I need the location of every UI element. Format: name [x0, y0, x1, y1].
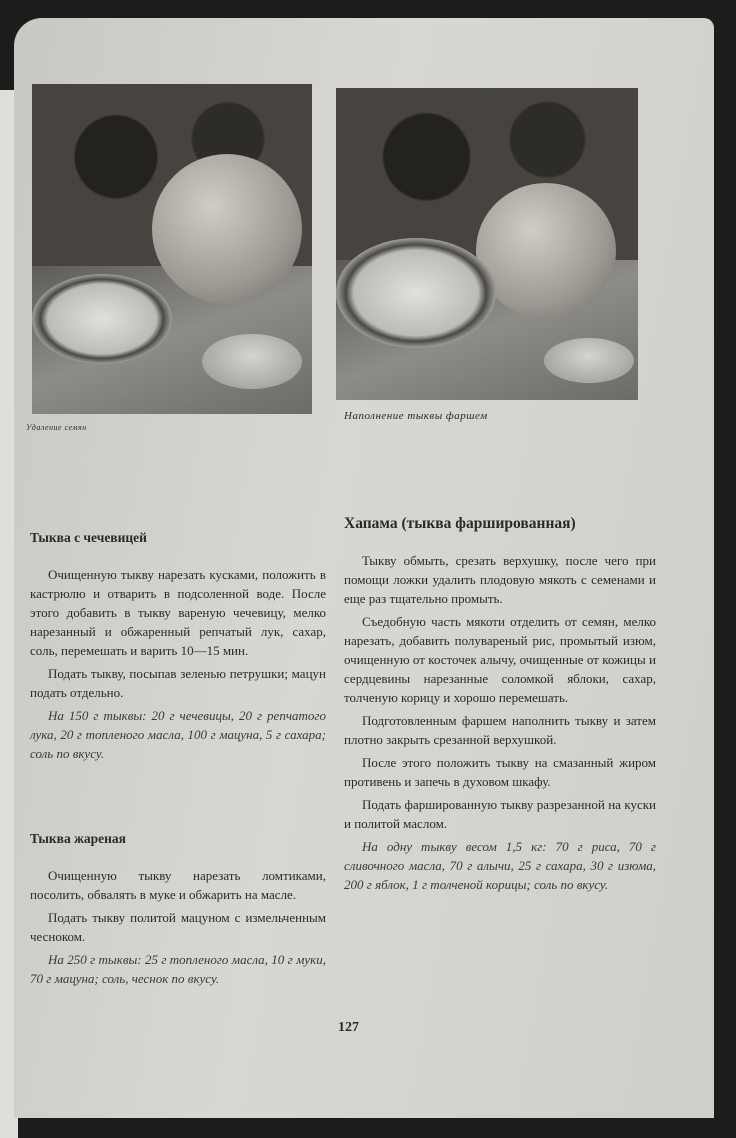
- left-column: [30, 528, 326, 992]
- recipe-lentil-paragraph: Подать тыкву, посыпав зеленью петрушки; мацун подать отдельно.: [30, 666, 326, 700]
- recipe-fried-paragraph: Очищенную тыкву нарезать ломтиками, посолить, обвалять в муке и обжарить на масле.: [30, 868, 326, 902]
- recipe-title-fried: Тыква жареная: [30, 831, 126, 846]
- recipe-title-khapama: Хапама (тыква фаршированная): [344, 515, 576, 532]
- recipe-khapama-paragraph: Съедобную часть мякоти отделить от семян, мелко нарезать, добавить полувареный рис, промытый изюм, очищенную от косточек алычу, очищенные от кожицы и сердцевины нарезанные соломкой яблоки, сахар, толченую корицу и хорошо перемешать.: [344, 614, 656, 705]
- recipe-khapama-paragraph: Подготовленным фаршем наполнить тыкву и затем плотно закрыть срезанной верхушкой.: [344, 713, 656, 747]
- recipe-title-lentil: Тыква с чечевицей: [30, 530, 147, 545]
- recipe-lentil-ingredients: На 150 г тыквы: 20 г чечевицы, 20 г репчатого лука, 20 г топленого масла, 100 г мацуна, 5 г сахара; соль по вкусу.: [30, 708, 326, 761]
- recipe-khapama-paragraph: Подать фаршированную тыкву разрезанной на куски и политой маслом.: [344, 797, 656, 831]
- recipe-khapama-ingredients: На одну тыкву весом 1,5 кг: 70 г риса, 70 г сливочного масла, 70 г алычи, 25 г сахара, 30 г изюма, 200 г яблок, 1 г толченой корицы; соль по вкусу.: [344, 839, 656, 892]
- page-number: 127: [338, 1020, 359, 1035]
- recipe-fried-paragraph: Подать тыкву политой мацуном с измельченным чесноком.: [30, 910, 326, 944]
- recipe-khapama-paragraph: Тыкву обмыть, срезать верхушку, после чего при помощи ложки удалить плодовую мякоть с семенами и еще раз тщательно промыть.: [344, 553, 656, 606]
- photo-removing-seeds: [32, 84, 312, 414]
- caption-left: Удаление семян: [26, 423, 87, 432]
- photo-filling-pumpkin: [336, 88, 638, 400]
- book-page: [14, 18, 714, 1118]
- recipe-fried-ingredients: На 250 г тыквы: 25 г топленого масла, 10 г муки, 70 г мацуна; соль, чеснок по вкусу.: [30, 952, 326, 986]
- recipe-khapama-paragraph: После этого положить тыкву на смазанный жиром противень и запечь в духовом шкафу.: [344, 755, 656, 789]
- right-column: [344, 514, 656, 898]
- caption-right: Наполнение тыквы фаршем: [344, 410, 488, 422]
- recipe-lentil-paragraph: Очищенную тыкву нарезать кусками, положить в кастрюлю и отварить в подсоленной воде. После этого добавить в тыкву вареную чечевицу, мелко нарезанный и обжаренный репчатый лук, сахар, соль, перемешать и варить 10—15 мин.: [30, 567, 326, 658]
